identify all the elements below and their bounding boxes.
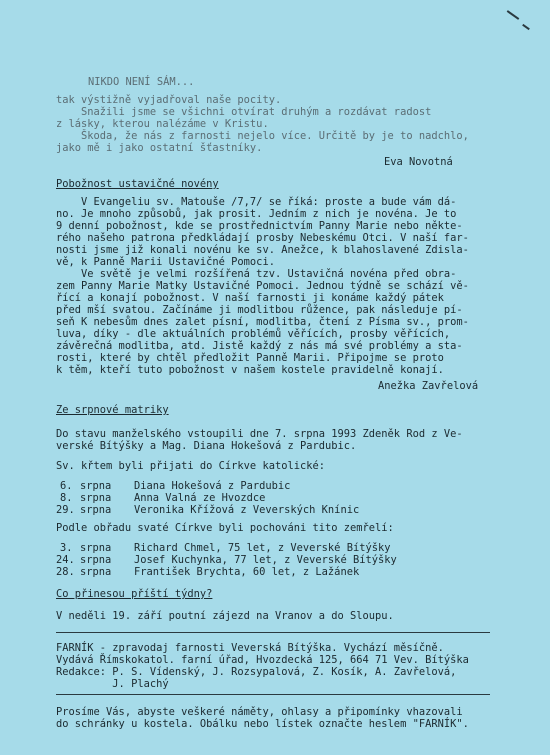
footer-line: Redakce: P. S. Vídenský, J. Rozsypalová, Z. Kosík, A. Zavřelová, [56, 666, 457, 678]
novena-line: vě, k Panně Marii Ustavičné Pomoci. [56, 256, 275, 268]
footer-line: Vydává Římskokatol. farní úřad, Hvozdecká 125, 664 71 Vev. Bítýška [56, 654, 469, 666]
funeral-day: 3. [60, 542, 73, 554]
funeral-heading: Podle obřadu svaté Církve byli pochováni tito zemřelí: [56, 522, 394, 534]
footer-line: J. Plachý [56, 678, 169, 690]
divider [56, 694, 490, 695]
baptism-month: srpna [80, 492, 112, 504]
baptism-month: srpna [80, 480, 112, 492]
funeral-name: Josef Kuchynka, 77 let, z Veverské Bítýšky [134, 554, 397, 566]
novena-line: před mší svatou. Začínáme ji modlitbou růžence, pak následuje pí- [56, 304, 463, 316]
funeral-month: srpna [80, 542, 112, 554]
novena-line: luva, díky - dle aktuálních problémů věřících, prosby věřících, [56, 328, 451, 340]
funeral-month: srpna [80, 554, 112, 566]
edge-mark [522, 24, 530, 30]
edge-mark [507, 10, 520, 20]
novena-line: seň K nebesům dnes zalet písní, modlitba, čtení z Písma sv., prom- [56, 316, 469, 328]
novena-line: 9 denní pobožnost, kde se prostřednictvím Panny Marie nebo někte- [56, 220, 463, 232]
intro-signature: Eva Novotná [384, 156, 453, 168]
baptism-name: Diana Hokešová z Pardubic [134, 480, 291, 492]
novena-line: závěrečná modlitba, atd. Jistě každý z nás má své problémy a sta- [56, 340, 463, 352]
intro-line: Snažili jsme se všichni otvírat druhým a rozdávat radost [56, 106, 432, 118]
divider [56, 632, 490, 633]
intro-line: z lásky, kterou nalézáme v Kristu. [56, 118, 269, 130]
novena-signature: Anežka Zavřelová [378, 380, 479, 392]
marriage-line: verské Bítýšky a Mag. Diana Hokešová z Pardubic. [56, 440, 357, 452]
next-weeks-heading: Co přinesou příští týdny? [56, 588, 213, 600]
novena-line: rosti, které by chtěl předložit Panně Marii. Připojme se proto [56, 352, 444, 364]
marriage-line: Do stavu manželského vstoupili dne 7. srpna 1993 Zdeněk Rod z Ve- [56, 428, 463, 440]
novena-heading: Pobožnost ustavičné novény [56, 178, 219, 190]
novena-line: Ve světě je velmi rozšířená tzv. Ustavičná novéna před obra- [56, 268, 457, 280]
matriky-heading: Ze srpnové matriky [56, 404, 169, 416]
novena-line: V Evangeliu sv. Matouše /7,7/ se říká: proste a bude vám dá- [56, 196, 457, 208]
baptism-name: Anna Valná ze Hvozdce [134, 492, 266, 504]
novena-line: zem Panny Marie Matky Ustavičné Pomoci. Jednou týdně se schází vě- [56, 280, 469, 292]
baptism-month: srpna [80, 504, 112, 516]
novena-line: řící a konají pobožnost. V naší farnosti ji konáme každý pátek [56, 292, 444, 304]
intro-line: Škoda, že nás z farnosti nejelo více. Určitě by je to nadchlo, [56, 130, 469, 142]
novena-line: nosti jsme již konali novénu ke sv. Anežce, k blahoslavené Zdisla- [56, 244, 469, 256]
novena-line: rého našeho patrona předkládají prosby Nebeskému Otci. V naší far- [56, 232, 469, 244]
baptism-heading: Sv. křtem byli přijati do Církve katolické: [56, 460, 325, 472]
baptism-day: 6. [60, 480, 73, 492]
next-weeks-line: V neděli 19. září poutní zájezd na Vranov a do Sloupu. [56, 610, 394, 622]
funeral-name: Richard Chmel, 75 let, z Veverské Bítýšky [134, 542, 391, 554]
novena-line: no. Je mnoho způsobů, jak prosit. Jedním z nich je novéna. Je to [56, 208, 457, 220]
baptism-day: 29. [56, 504, 75, 516]
intro-heading: NIKDO NENÍ SÁM... [88, 76, 195, 88]
footer-line: FARNÍK - zpravodaj farnosti Veverská Bítýška. Vychází měsíčně. [56, 642, 444, 654]
request-line: Prosíme Vás, abyste veškeré náměty, ohlasy a připomínky vhazovali [56, 706, 463, 718]
funeral-name: František Brychta, 60 let, z Lažánek [134, 566, 360, 578]
intro-line: jako mě i jako ostatní šťastníky. [56, 142, 263, 154]
novena-line: k těm, kteří tuto pobožnost v našem kostele pravidelně konají. [56, 364, 444, 376]
intro-line: tak výstižně vyjadřoval naše pocity. [56, 94, 282, 106]
request-line: do schránky u kostela. Obálku nebo lístek označte heslem "FARNÍK". [56, 718, 469, 730]
funeral-day: 28. [56, 566, 75, 578]
baptism-name: Veronika Křížová z Veverských Knínic [134, 504, 360, 516]
funeral-month: srpna [80, 566, 112, 578]
funeral-day: 24. [56, 554, 75, 566]
baptism-day: 8. [60, 492, 73, 504]
